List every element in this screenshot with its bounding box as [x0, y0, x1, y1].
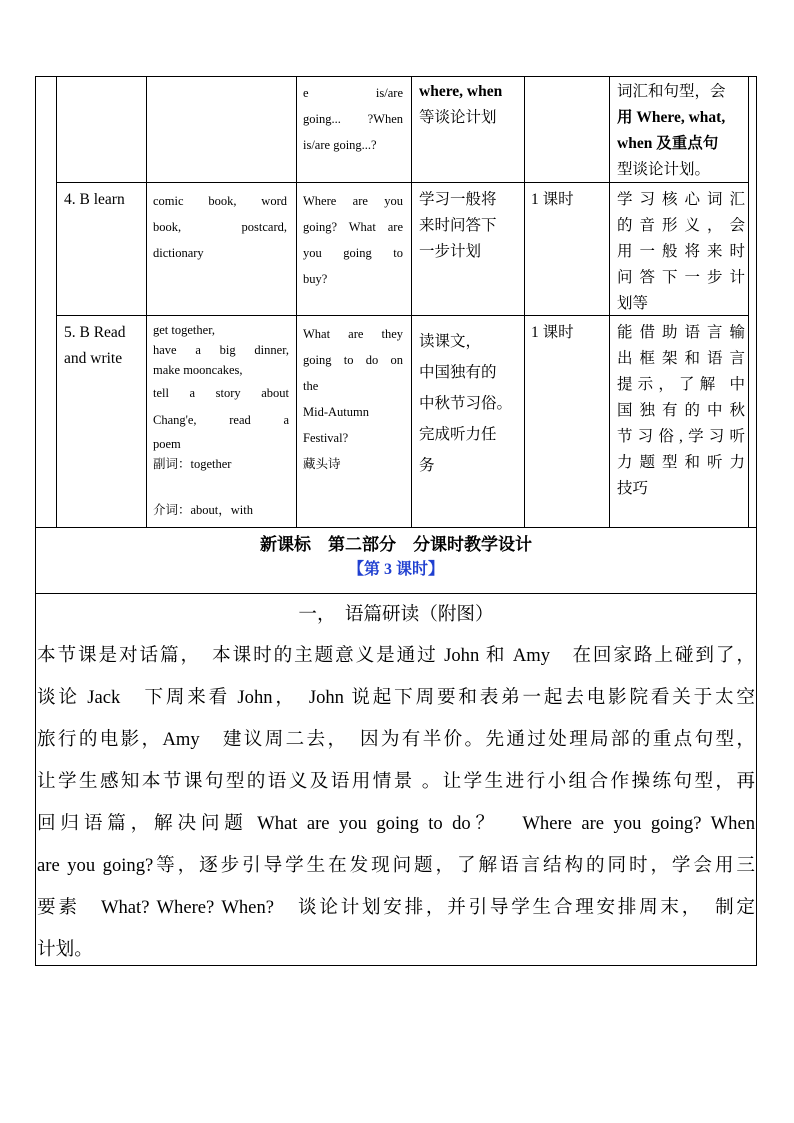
- cell-line: and write: [64, 350, 123, 367]
- cell-line: 副词：together: [153, 457, 232, 471]
- reading-heading: 一， 语篇研读（附图）: [298, 604, 494, 625]
- cell-line: 5. B Read: [64, 324, 126, 341]
- row5-sentence-cell: [303, 321, 403, 477]
- row4-vocab-cell: [153, 188, 287, 266]
- cell-line: where, when: [419, 83, 503, 100]
- cell-line: going to do on: [303, 353, 403, 367]
- col-divider-3: [411, 76, 412, 528]
- cell-line: What are they: [303, 327, 403, 341]
- cell-line: 来时问答下: [419, 217, 497, 234]
- cell-line: e is/are: [303, 86, 403, 100]
- cell-line: 提示，了解 中: [617, 376, 745, 393]
- cell-line: 型谈论计划。: [617, 161, 711, 178]
- cell-line: 出框架和语言: [617, 350, 745, 367]
- col-divider-5: [609, 76, 610, 528]
- cell-line: 用一般将来时: [617, 243, 745, 260]
- cell-line: have a big dinner,: [153, 343, 289, 357]
- row4-lesson-cell: [64, 187, 144, 213]
- cell-line: is/are going...?: [303, 138, 377, 152]
- cell-line: 读课文，: [419, 333, 482, 350]
- cell-line: poem: [153, 437, 181, 451]
- paragraph-line: 计划。: [37, 939, 93, 960]
- cell-line: 学习一般将: [419, 191, 497, 208]
- cell-line: 中国独有的: [419, 364, 497, 381]
- cell-line: Chang'e, read a: [153, 413, 289, 427]
- lesson-tag: 【第 3 课时】: [347, 561, 444, 578]
- cell-line: Festival?: [303, 431, 349, 445]
- row5-vocab-cell: [153, 320, 289, 520]
- section-divider-top: [35, 527, 757, 528]
- row-cont-sentence-cell: [303, 80, 403, 158]
- cell-line: 问答下一步计: [617, 269, 745, 286]
- paragraph-line: 要素 What? Where? When? 谈论计划安排，并引导学生合理安排周末， 制定: [37, 897, 755, 918]
- section-divider-bottom: [35, 593, 757, 594]
- lesson-name: 4. B learn: [64, 191, 125, 208]
- section-title: 新课标 第二部分 分课时教学设计: [260, 535, 532, 554]
- col-divider-1: [146, 76, 147, 528]
- paragraph-line: 让学生感知本节课句型的语义及语用情景 。让学生进行小组合作操练句型，再: [37, 771, 755, 792]
- cell-line: get together,: [153, 323, 215, 337]
- cell-line: you going to: [303, 246, 403, 260]
- cell-line: 务: [419, 457, 435, 474]
- cell-line: 划等: [617, 295, 649, 312]
- col-divider-2: [296, 76, 297, 528]
- row5-hours-cell: [531, 320, 607, 346]
- paragraph-line: 本节课是对话篇， 本课时的主题意义是通过 John 和 Amy 在回家路上碰到了，: [37, 645, 755, 666]
- cell-line: 节习俗,学习听: [617, 428, 745, 445]
- cell-line: 能借助语言输: [617, 324, 745, 341]
- cell-line: 的音形义，会: [617, 217, 745, 234]
- cell-line: book, postcard,: [153, 220, 287, 234]
- table-right-inner-border: [748, 76, 749, 528]
- cell-line: 完成听力任: [419, 426, 497, 443]
- cell-line: 技巧: [617, 480, 649, 497]
- cell-line: Mid-Autumn: [303, 405, 369, 419]
- row-cont-goal-cell: [419, 79, 521, 131]
- cell-line: make mooncakes,: [153, 363, 243, 377]
- cell-line: 力题型和听力: [617, 454, 745, 471]
- cell-line: 学习核心词汇: [617, 191, 745, 208]
- cell-line: buy?: [303, 272, 328, 286]
- row5-target-cell: [617, 320, 745, 502]
- cell-line: 藏头诗: [303, 457, 341, 471]
- cell-line: when 及重点句: [617, 135, 719, 152]
- cell-line: Where are you: [303, 194, 403, 208]
- cell-line: 等谈论计划: [419, 109, 497, 126]
- paragraph-line: are you going?等，逐步引导学生在发现问题，了解语言结构的同时，学会用三: [37, 855, 755, 876]
- cell-line: the: [303, 379, 319, 393]
- row4-target-cell: [617, 187, 745, 317]
- row5-goal-cell: [419, 326, 523, 481]
- table-left-inner-border: [56, 76, 57, 528]
- cell-line: 中秋节习俗。: [419, 395, 513, 412]
- cell-line: going? What are: [303, 220, 403, 234]
- cell-line: 介词：about，with: [153, 503, 253, 517]
- row4-hours-cell: [531, 187, 607, 213]
- cell-line: comic book, word: [153, 194, 287, 208]
- cell-line: dictionary: [153, 246, 204, 260]
- row4-goal-cell: [419, 187, 521, 265]
- row4-sentence-cell: [303, 188, 403, 292]
- cell-line: 词汇和句型，会: [617, 83, 726, 100]
- cell-line: tell a story about: [153, 386, 289, 400]
- reading-paragraph: [37, 635, 755, 971]
- hours-value: 1 课时: [531, 191, 574, 208]
- paragraph-line: 旅行的电影，Amy 建议周二去， 因为有半价。先通过处理局部的重点句型，: [37, 729, 755, 750]
- row-cont-target-cell: [617, 79, 745, 183]
- cell-line: going... ?When: [303, 112, 403, 126]
- cell-line: 用 Where, what,: [617, 109, 726, 126]
- hours-value: 1 课时: [531, 324, 574, 341]
- row5-lesson-cell: [64, 320, 146, 372]
- cell-line: 国独有的中秋: [617, 402, 745, 419]
- paragraph-line: 回归语篇，解决问题 What are you going to do？ Where are you going? When: [37, 813, 755, 834]
- col-divider-4: [524, 76, 525, 528]
- cell-line: 一步计划: [419, 243, 482, 260]
- paragraph-line: 谈论 Jack 下周来看 John， John 说起下周要和表弟一起去电影院看关于太空: [37, 687, 755, 708]
